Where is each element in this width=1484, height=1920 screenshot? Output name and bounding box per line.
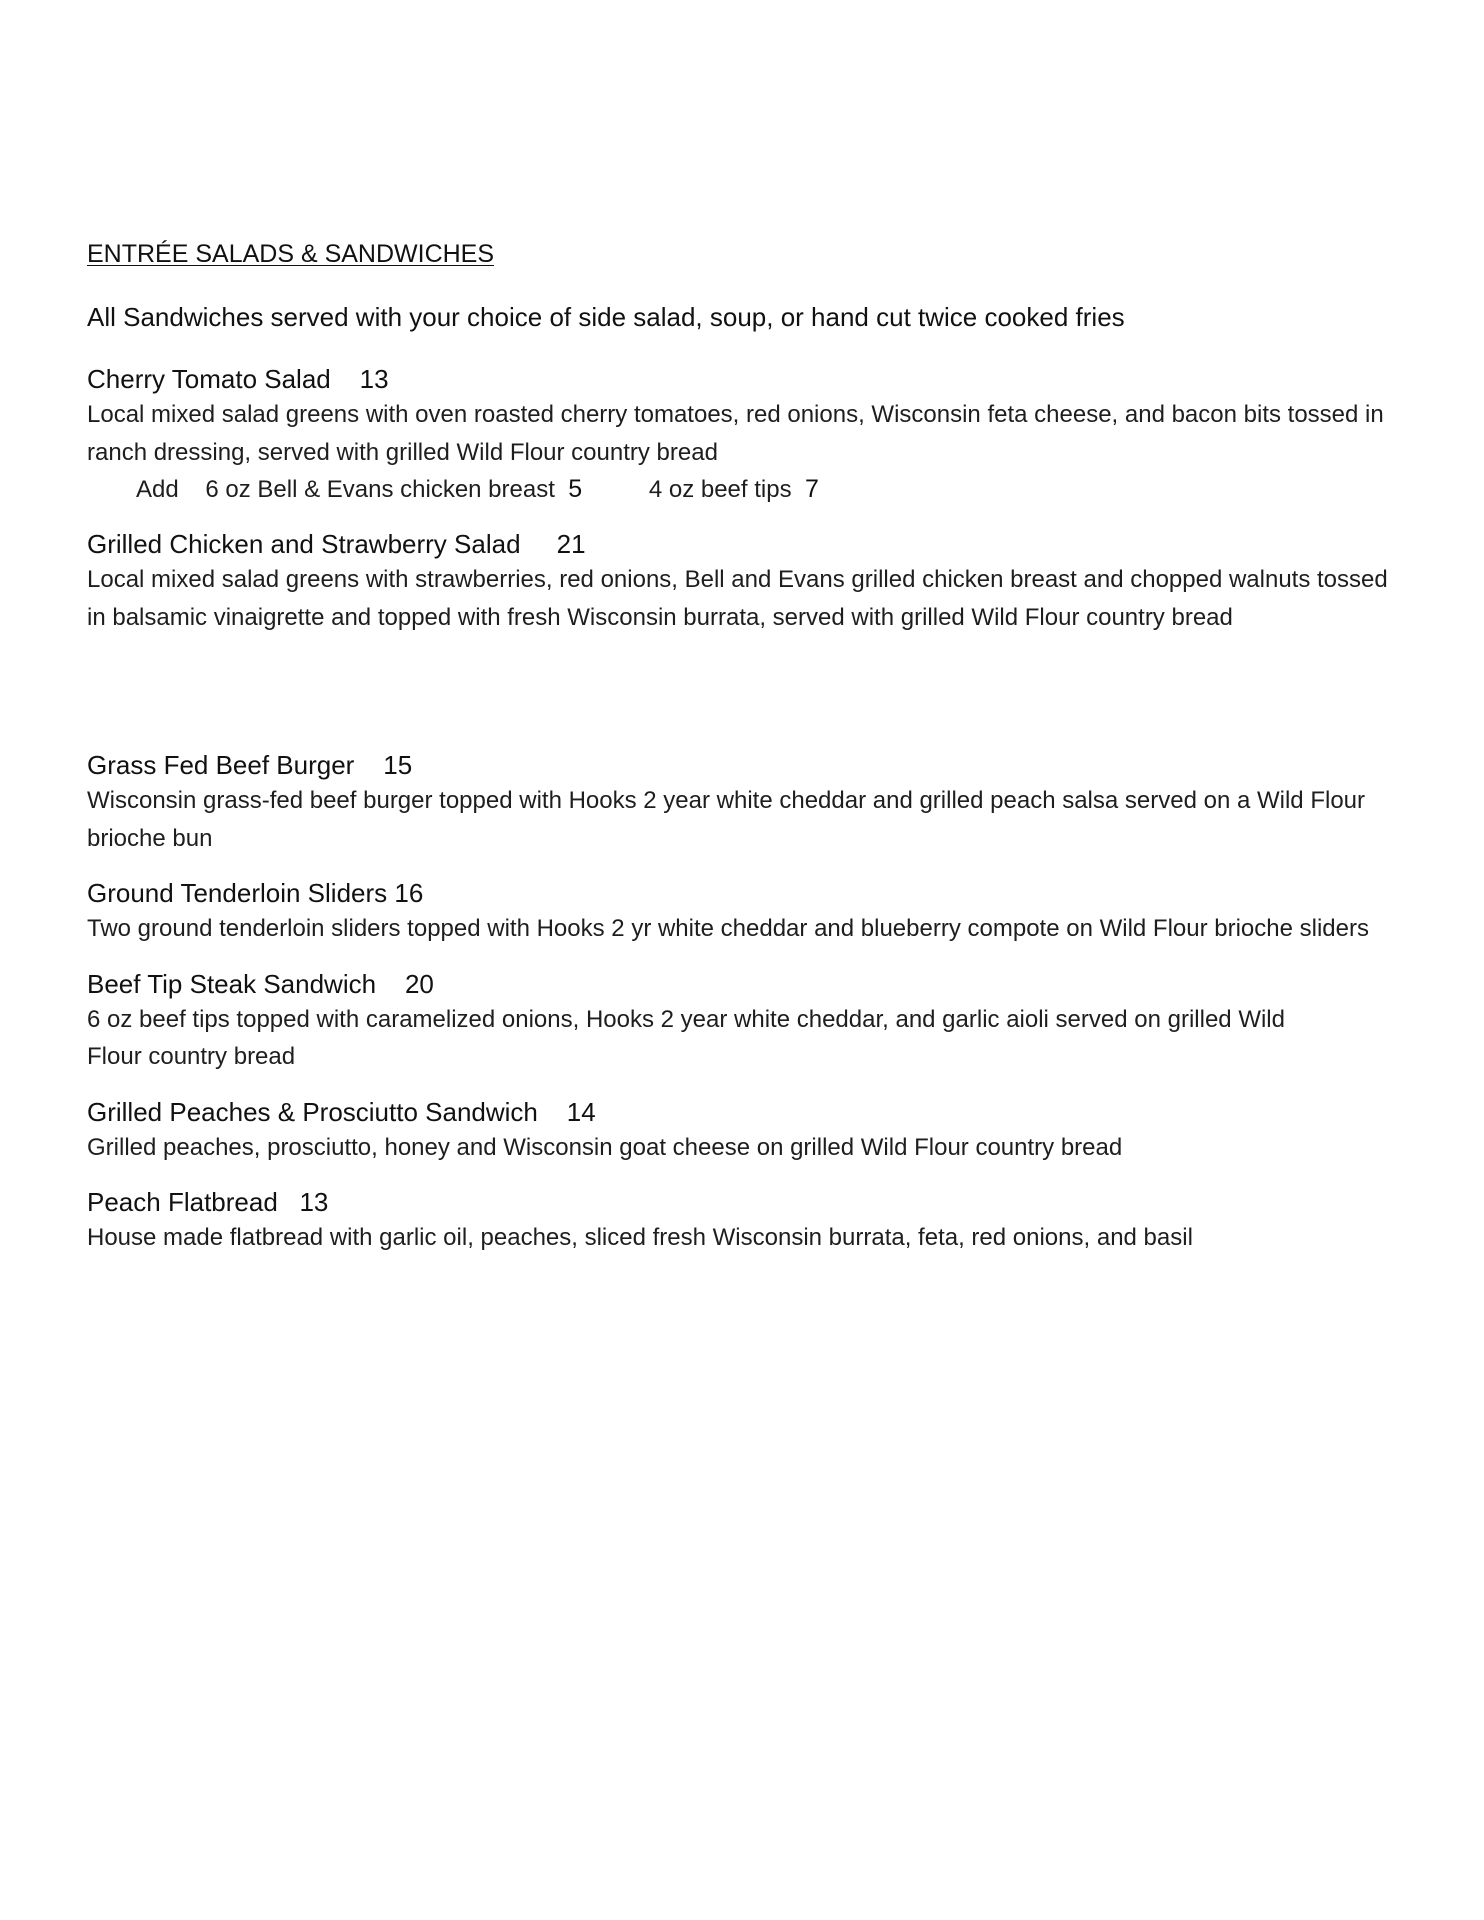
addon-price: 5: [568, 475, 583, 503]
item-description: Local mixed salad greens with oven roasted cherry tomatoes, red onions, Wisconsin feta cheese, and bacon bits tossed in ranch dressing, served with grilled Wild Flour country bread: [87, 401, 1384, 466]
menu-item-ground-tenderloin-sliders: [87, 876, 1407, 948]
section-title: ENTRÉE SALADS & SANDWICHES: [87, 240, 495, 268]
item-price: 20: [404, 968, 434, 999]
item-name: Peach Flatbread: [87, 1187, 278, 1217]
menu-item-cherry-tomato-salad: [87, 362, 1407, 508]
menu-item-peach-flatbread: [87, 1185, 1407, 1257]
item-price: 16: [394, 878, 424, 908]
item-name: Beef Tip Steak Sandwich: [87, 968, 377, 999]
menu-page: [87, 238, 1407, 1257]
addon-label: Add: [136, 476, 179, 503]
item-name: Ground Tenderloin Sliders: [87, 878, 388, 908]
item-description: Wisconsin grass-fed beef burger topped with Hooks 2 year white cheddar and grilled peach salsa served on a Wild Flour brioche bun: [87, 787, 1365, 852]
addon-price: 7: [804, 475, 819, 503]
menu-item-grilled-chicken-strawberry-salad: [87, 527, 1407, 636]
item-price: 13: [299, 1187, 329, 1217]
sandwich-sides-note: All Sandwiches served with your choice of side salad, soup, or hand cut twice cooked fries: [87, 302, 1125, 332]
item-name: Grass Fed Beef Burger: [87, 750, 355, 780]
item-addons: [87, 471, 1407, 508]
menu-item-grass-fed-beef-burger: [87, 748, 1407, 857]
item-description-line: 6 oz beef tips topped with caramelized onions, Hooks 2 year white cheddar, and garlic aioli served on grilled Wild: [87, 1005, 1285, 1033]
item-description: Local mixed salad greens with strawberries, red onions, Bell and Evans grilled chicken breast and chopped walnuts tossed in balsamic vinaigrette and topped with fresh Wisconsin burrata, served with grilled Wild Flour country bread: [87, 566, 1388, 631]
item-name: Cherry Tomato Salad: [87, 364, 331, 394]
item-description: Grilled peaches, prosciutto, honey and Wisconsin goat cheese on grilled Wild Flour country bread: [87, 1133, 1123, 1161]
item-price: 14: [566, 1096, 596, 1127]
item-price: 21: [556, 529, 586, 559]
item-description: Two ground tenderloin sliders topped with Hooks 2 yr white cheddar and blueberry compote on Wild Flour brioche sliders: [87, 915, 1369, 942]
item-price: 15: [383, 750, 413, 780]
menu-item-grilled-peaches-prosciutto-sandwich: [87, 1095, 1407, 1167]
addon-option: 6 oz Bell & Evans chicken breast: [205, 476, 555, 503]
menu-item-beef-tip-steak-sandwich: [87, 967, 1407, 1076]
item-name: Grilled Peaches & Prosciutto Sandwich: [87, 1096, 538, 1127]
item-name: Grilled Chicken and Strawberry Salad: [87, 529, 521, 559]
item-description-line: Flour country bread: [87, 1043, 296, 1070]
addon-option: 4 oz beef tips: [648, 476, 792, 503]
item-description: House made flatbread with garlic oil, peaches, sliced fresh Wisconsin burrata, feta, red onions, and basil: [87, 1224, 1193, 1251]
item-price: 13: [359, 364, 389, 394]
